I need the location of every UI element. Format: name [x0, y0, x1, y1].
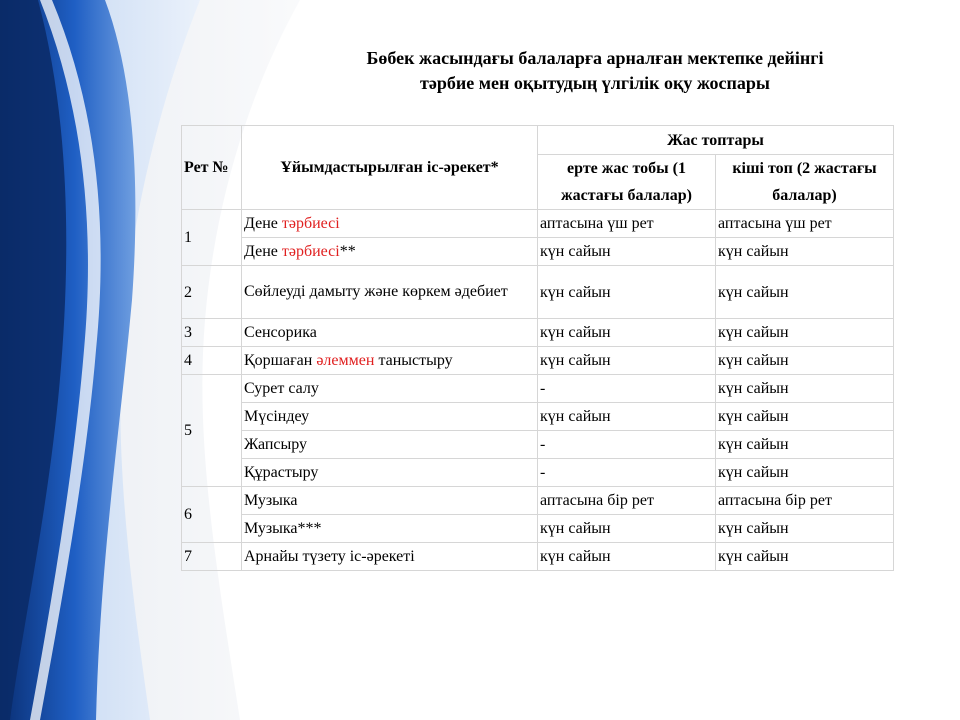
- activity-cell: Құрастыру: [242, 459, 538, 487]
- highlighted-word: тәрбиесі: [281, 215, 340, 232]
- table-row: [182, 238, 894, 266]
- header-group-2: кіші топ (2 жастағы балалар): [716, 155, 894, 210]
- group-2-cell: аптасына үш рет: [716, 210, 894, 238]
- table-row: [182, 347, 894, 375]
- group-2-cell: күн сайын: [716, 515, 894, 543]
- group-2-cell: аптасына бір рет: [716, 487, 894, 515]
- group-1-cell: күн сайын: [538, 403, 716, 431]
- table-row: [182, 487, 894, 515]
- row-number: 7: [182, 543, 242, 571]
- activity-text: Қоршаған: [244, 352, 317, 369]
- group-2-cell: күн сайын: [716, 403, 894, 431]
- group-2-cell: күн сайын: [716, 238, 894, 266]
- row-number: 5: [182, 375, 242, 487]
- footnote-mark: **: [339, 243, 356, 260]
- header-activity: Ұйымдастырылған іс-әрекет*: [242, 126, 538, 210]
- activity-text: Дене: [244, 215, 282, 232]
- row-number: 4: [182, 347, 242, 375]
- activity-cell: Арнайы түзету іс-әрекеті: [242, 543, 538, 571]
- activity-cell: Музыка***: [242, 515, 538, 543]
- group-2-cell: күн сайын: [716, 375, 894, 403]
- curriculum-table: [181, 125, 894, 571]
- table-row: [182, 431, 894, 459]
- table-row: [182, 375, 894, 403]
- highlighted-word: әлеммен: [316, 352, 375, 369]
- table-row: [182, 266, 894, 319]
- header-age-groups: Жас топтары: [538, 126, 894, 155]
- row-number: 1: [182, 210, 242, 266]
- activity-cell: [242, 238, 538, 266]
- table-row: [182, 403, 894, 431]
- group-1-cell: -: [538, 459, 716, 487]
- header-num: Рет №: [182, 126, 242, 210]
- activity-cell: Жапсыру: [242, 431, 538, 459]
- activity-cell: Сенсорика: [242, 319, 538, 347]
- group-1-cell: күн сайын: [538, 266, 716, 319]
- group-2-cell: күн сайын: [716, 319, 894, 347]
- activity-cell: Сөйлеуді дамыту және көркем әдебиет: [242, 266, 538, 319]
- activity-text: Дене: [244, 243, 282, 260]
- activity-cell: Сурет салу: [242, 375, 538, 403]
- group-1-cell: -: [538, 431, 716, 459]
- row-number: 6: [182, 487, 242, 543]
- group-2-cell: күн сайын: [716, 347, 894, 375]
- table-row: [182, 543, 894, 571]
- group-1-cell: аптасына бір рет: [538, 487, 716, 515]
- group-2-cell: күн сайын: [716, 459, 894, 487]
- table-row: [182, 515, 894, 543]
- title-line-2: тәрбие мен оқытудың үлгілік оқу жоспары: [420, 73, 770, 93]
- highlighted-word: тәрбиесі: [281, 243, 340, 260]
- group-1-cell: күн сайын: [538, 515, 716, 543]
- group-2-cell: күн сайын: [716, 543, 894, 571]
- group-1-cell: күн сайын: [538, 319, 716, 347]
- activity-cell: Музыка: [242, 487, 538, 515]
- row-number: 2: [182, 266, 242, 319]
- row-number: 3: [182, 319, 242, 347]
- table-row: [182, 210, 894, 238]
- group-1-cell: -: [538, 375, 716, 403]
- activity-cell: Мүсіндеу: [242, 403, 538, 431]
- page-title: [300, 46, 890, 96]
- title-line-1: Бөбек жасындағы балаларға арналған мектепке дейінгі: [366, 48, 824, 68]
- activity-text: таныстыру: [374, 352, 453, 369]
- table-row: [182, 459, 894, 487]
- group-1-cell: аптасына үш рет: [538, 210, 716, 238]
- activity-cell: [242, 347, 538, 375]
- table-header-row: [182, 126, 894, 155]
- header-group-1: ерте жас тобы (1 жастағы балалар): [538, 155, 716, 210]
- group-1-cell: күн сайын: [538, 347, 716, 375]
- group-2-cell: күн сайын: [716, 266, 894, 319]
- group-1-cell: күн сайын: [538, 543, 716, 571]
- group-2-cell: күн сайын: [716, 431, 894, 459]
- table-row: [182, 319, 894, 347]
- activity-cell: [242, 210, 538, 238]
- group-1-cell: күн сайын: [538, 238, 716, 266]
